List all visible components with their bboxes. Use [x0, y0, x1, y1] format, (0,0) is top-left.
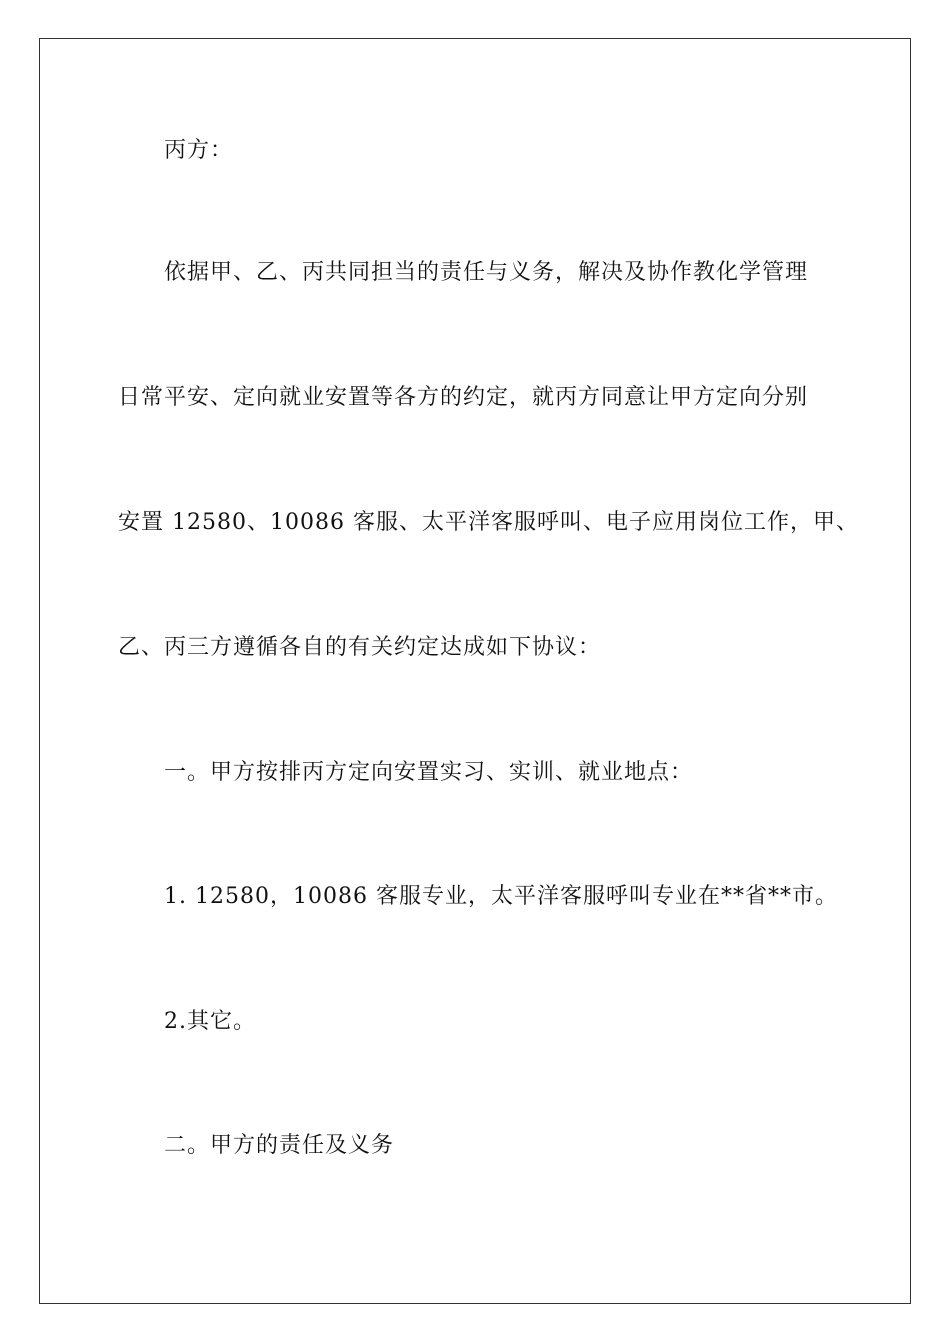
list-item-2: 2.其它。 [164, 1009, 256, 1034]
party-c-label: 丙方： [164, 138, 234, 163]
paragraph-line-4: 乙、丙三方遵循各自的有关约定达成如下协议： [118, 635, 602, 660]
paragraph-line-1: 依据甲、乙、丙共同担当的责任与义务，解决及协作教化学管理 [164, 260, 809, 285]
section-one-heading: 一。甲方按排丙方定向安置实习、实训、就业地点： [164, 760, 694, 785]
list-item-1: 1. 12580，10086 客服专业，太平洋客服呼叫专业在**省**市。 [164, 884, 838, 909]
page-border [39, 38, 911, 1304]
paragraph-line-2: 日常平安、定向就业安置等各方的约定，就丙方同意让甲方定向分别 [118, 385, 809, 410]
section-two-heading: 二。甲方的责任及义务 [164, 1133, 395, 1158]
paragraph-line-3: 安置 12580、10086 客服、太平洋客服呼叫、电子应用岗位工作，甲、 [118, 510, 859, 535]
